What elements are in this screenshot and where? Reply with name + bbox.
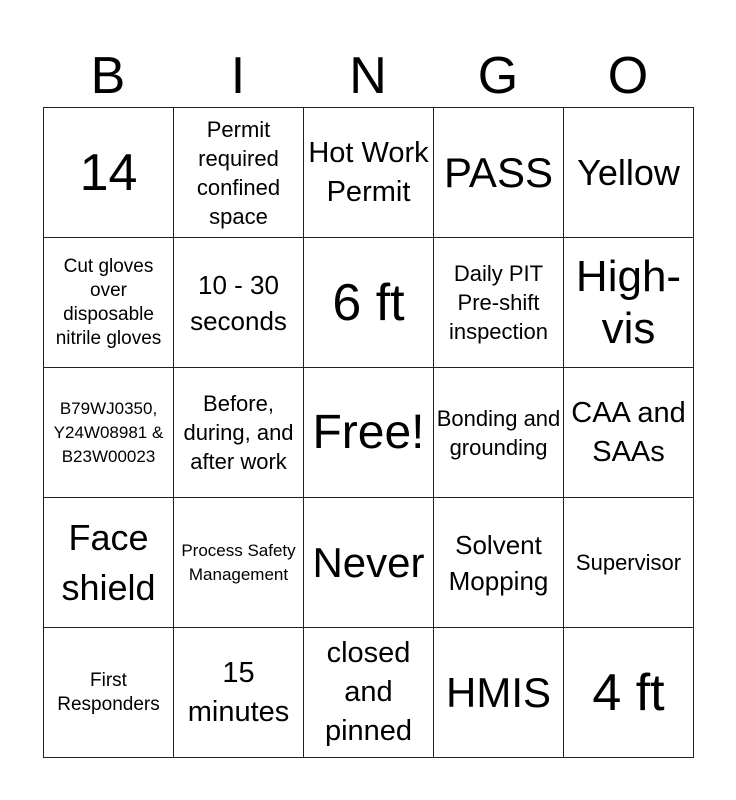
bingo-board [43, 107, 694, 758]
bingo-cell[interactable]: 6 ft [304, 238, 434, 368]
bingo-cell[interactable]: First Responders [44, 628, 174, 758]
bingo-header [43, 46, 693, 106]
bingo-cell[interactable]: 4 ft [564, 628, 694, 758]
bingo-cell[interactable]: 15 minutes [174, 628, 304, 758]
bingo-cell[interactable]: Permit required confined space [174, 108, 304, 238]
bingo-cell[interactable]: CAA and SAAs [564, 368, 694, 498]
bingo-cell[interactable]: Before, during, and after work [174, 368, 304, 498]
header-letter-i: I [230, 47, 246, 105]
bingo-cell[interactable]: Bonding and grounding [434, 368, 564, 498]
header-letter-b: B [90, 47, 126, 105]
bingo-cell[interactable]: Hot Work Permit [304, 108, 434, 238]
header-letter-g: G [477, 47, 519, 105]
bingo-cell[interactable]: Yellow [564, 108, 694, 238]
bingo-cell[interactable]: Face shield [44, 498, 174, 628]
bingo-cell[interactable]: Process Safety Management [174, 498, 304, 628]
bingo-cell[interactable]: 10 - 30 seconds [174, 238, 304, 368]
bingo-cell[interactable]: Cut gloves over disposable nitrile gloves [44, 238, 174, 368]
bingo-cell[interactable]: Solvent Mopping [434, 498, 564, 628]
header-letter-n: N [349, 47, 387, 105]
bingo-cell[interactable]: High-vis [564, 238, 694, 368]
bingo-cell[interactable]: Daily PIT Pre-shift inspection [434, 238, 564, 368]
bingo-cell[interactable]: Never [304, 498, 434, 628]
header-letter-o: O [607, 47, 649, 105]
bingo-cell[interactable]: PASS [434, 108, 564, 238]
bingo-cell[interactable]: 14 [44, 108, 174, 238]
bingo-cell[interactable]: B79WJ0350, Y24W08981 & B23W00023 [44, 368, 174, 498]
bingo-free-space[interactable]: Free! [304, 368, 434, 498]
bingo-cell[interactable]: closed and pinned [304, 628, 434, 758]
bingo-cell[interactable]: Supervisor [564, 498, 694, 628]
bingo-cell[interactable]: HMIS [434, 628, 564, 758]
